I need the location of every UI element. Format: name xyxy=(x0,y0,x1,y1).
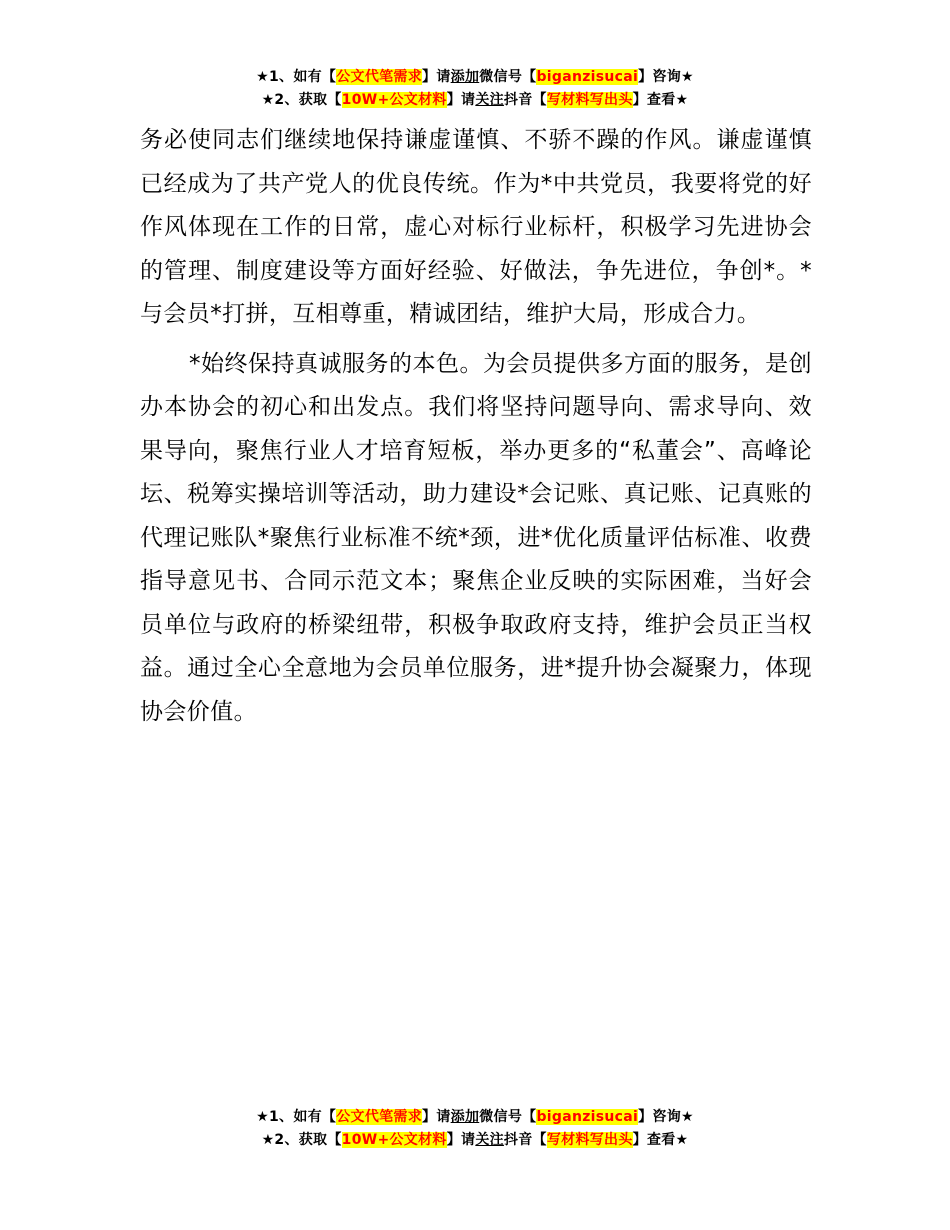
footer-line-2 xyxy=(0,1129,950,1152)
banner-line-2-suffix: 】查看★ xyxy=(632,92,689,108)
footer-line-2-mid-2: 抖音【 xyxy=(503,1132,547,1148)
footer-highlight-douyin-account: 写材料写出头 xyxy=(546,1132,633,1148)
banner-underline-add: 添加 xyxy=(450,69,480,85)
footer-underline-add: 添加 xyxy=(450,1109,480,1125)
banner-highlight-materials: 10W+公文材料 xyxy=(341,92,447,108)
banner-line-1-suffix: 】咨询★ xyxy=(638,69,694,85)
banner-line-2 xyxy=(0,89,950,112)
banner-underline-follow: 关注 xyxy=(475,92,504,108)
banner-highlight-douyin-account: 写材料写出头 xyxy=(546,92,633,108)
banner-line-2-mid: 】请 xyxy=(446,92,476,108)
footer-underline-follow: 关注 xyxy=(475,1132,504,1148)
footer-line-2-mid: 】请 xyxy=(446,1132,476,1148)
document-body xyxy=(140,119,812,734)
banner-line-1 xyxy=(0,66,950,89)
banner-line-2-prefix: ★2、获取【 xyxy=(261,92,342,108)
header-banner xyxy=(0,66,950,112)
paragraph-sincere-service: *始终保持真诚服务的本色。为会员提供多方面的服务，是创办本协会的初心和出发点。我们将坚持问题导向、需求导向、效果导向，聚焦行业人才培育短板，举办更多的“私董会”、高峰论坛、税筹实操培训等活动，助力建设*会记账、真记账、记真账的代理记账队*聚焦行业标准不统*颈，进*优化质量评估标准、收费指导意见书、合同示范文本；聚焦企业反映的实际困难，当好会员单位与政府的桥梁纽带，积极争取政府支持，维护会员正当权益。通过全心全意地为会员单位服务，进*提升协会凝聚力，体现协会价值。 xyxy=(140,350,812,725)
footer-line-1-prefix: ★1、如有【 xyxy=(256,1109,337,1125)
footer-line-2-prefix: ★2、获取【 xyxy=(261,1132,342,1148)
footer-line-1 xyxy=(0,1106,950,1129)
banner-highlight-wechat-id: biganzisucai xyxy=(536,69,639,85)
banner-line-1-mid-2: 微信号【 xyxy=(479,69,537,85)
footer-line-1-mid-2: 微信号【 xyxy=(479,1109,537,1125)
footer-highlight-ghostwriting: 公文代笔需求 xyxy=(336,1109,423,1125)
footer-line-2-suffix: 】查看★ xyxy=(632,1132,689,1148)
banner-line-2-mid-2: 抖音【 xyxy=(503,92,547,108)
footer-line-1-suffix: 】咨询★ xyxy=(638,1109,694,1125)
footer-banner xyxy=(0,1106,950,1152)
banner-line-1-mid: 】请 xyxy=(422,69,451,85)
footer-highlight-wechat-id: biganzisucai xyxy=(536,1109,639,1125)
paragraph-style-humility: 务必使同志们继续地保持谦虚谨慎、不骄不躁的作风。谦虚谨慎已经成为了共产党人的优良传统。作为*中共党员，我要将党的好作风体现在工作的日常，虚心对标行业标杆，积极学习先进协会的管理、制度建设等方面好经验、好做法，争先进位，争创*。*与会员*打拼，互相尊重，精诚团结，维护大局，形成合力。 xyxy=(140,127,812,327)
footer-highlight-materials: 10W+公文材料 xyxy=(341,1132,447,1148)
banner-highlight-ghostwriting: 公文代笔需求 xyxy=(336,69,423,85)
footer-line-1-mid: 】请 xyxy=(422,1109,451,1125)
banner-line-1-prefix: ★1、如有【 xyxy=(256,69,337,85)
